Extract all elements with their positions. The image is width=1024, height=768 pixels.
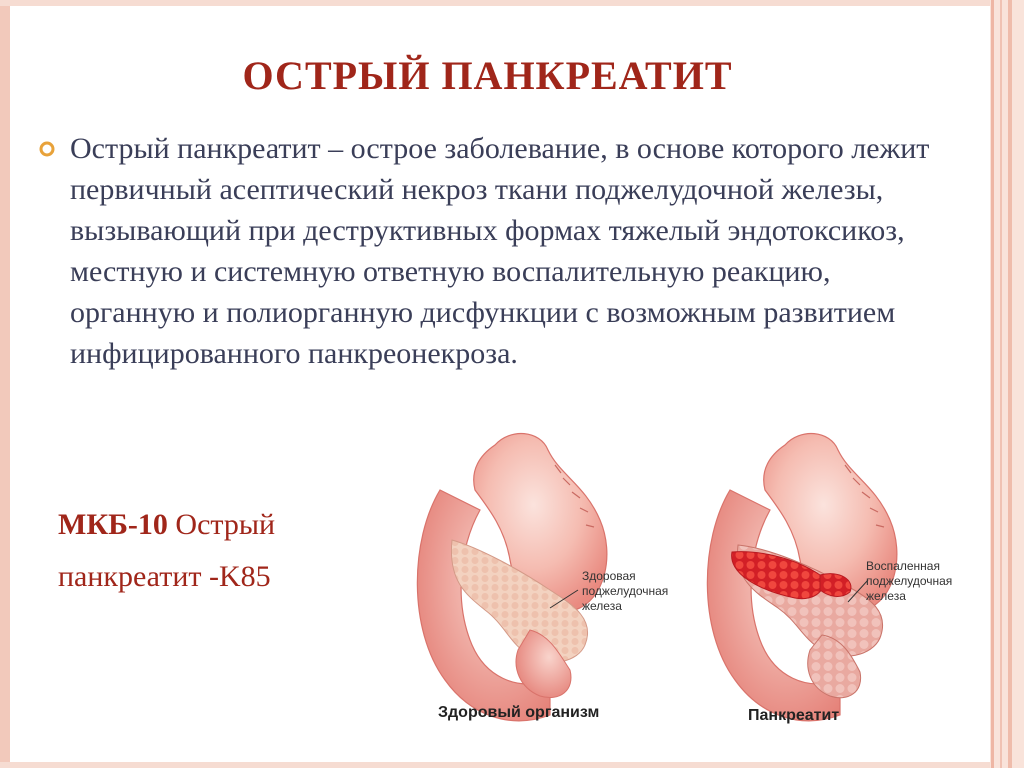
ring-bullet-icon xyxy=(38,140,56,158)
inflamed-caption: Панкреатит xyxy=(748,707,840,724)
icd-text-part1: Острый xyxy=(167,508,276,541)
icd-text-part2: панкреатит -K85 xyxy=(58,560,271,593)
inflamed-label-line1: Воспаленная xyxy=(866,559,940,573)
icd-code: МКБ-10 xyxy=(58,508,168,541)
inflamed-label-line2: поджелудочная xyxy=(866,574,953,588)
slide-title: ОСТРЫЙ ПАНКРЕАТИТ xyxy=(242,53,733,98)
frame-right-stripe xyxy=(1008,0,1012,768)
healthy-caption: Здоровый организм xyxy=(438,704,600,721)
icd-line xyxy=(58,508,275,542)
frame-left-border xyxy=(0,0,10,768)
frame-right-stripe xyxy=(991,0,994,768)
frame-right-stripe xyxy=(1000,0,1002,768)
frame-right-band xyxy=(990,0,1024,768)
healthy-label-line3: железа xyxy=(582,599,622,613)
healthy-organ-drawing xyxy=(417,434,668,721)
pancreas-illustration xyxy=(400,430,990,768)
healthy-label-line2: поджелудочная xyxy=(582,584,669,598)
healthy-label-line1: Здоровая xyxy=(582,569,636,583)
definition-text: Острый панкреатит – острое заболевание, в основе которого лежит первичный асептический некроз ткани поджелудочной железы, вызывающий при деструктивных формах тяжелый эндотоксикоз, местную и системную ответную воспалительную реакцию, органную и полиорганную дисфункции с возможным развитием инфицированного панкреонекроза. xyxy=(70,132,930,370)
frame-top-border xyxy=(0,0,1024,6)
inflamed-label-line3: железа xyxy=(866,589,906,603)
inflamed-organ-drawing xyxy=(707,434,952,724)
